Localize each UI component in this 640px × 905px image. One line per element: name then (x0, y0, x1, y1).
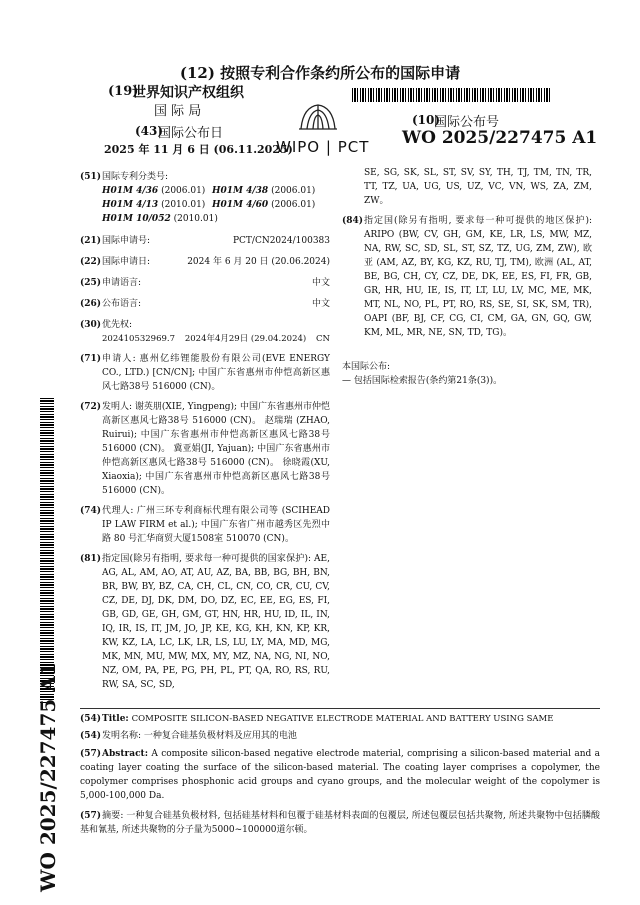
appno-row: (21)国际申请号: PCT/CN2024/100383 (80, 236, 330, 246)
inventor-section: (72) 发明人: 谢英朋(XIE, Yingpeng); 中国广东省惠州市仲恺高新区惠风七路38号 516000 (CN)。 赵瑞瑞 (ZHAO, Ruirui); 中国广东省惠州市仲恺高新区惠风七路38号 516000 (CN)。 冀亚娟(JI, Yajuan); 中国广东省惠州市仲恺高新区惠风七路38号 516000 (CN)。 徐晓霞(XU, Xiaoxia); 中国广东省惠州市仲恺高新区惠风七路38号 516000 (CN)。 (80, 402, 330, 496)
pub-language-row: (26)公布语言: 中文 (80, 299, 330, 309)
title-cn-row: (54)发明名称: 一种复合硅基负极材料及应用其的电池 (80, 731, 297, 741)
side-publication-number: WO 2025/227475 A1 (36, 662, 60, 892)
ipc-list: H01M 4/36 (2006.01) H01M 4/38 (2006.01) H01M 4/13 (2010.01) H01M 4/60 (2006.01) H01M 10/052 (2010.01) (102, 186, 316, 224)
designated-states-section: (81) 指定国(除另有指明, 要求每一种可提供的国家保护): AE, AG, AL, AM, AO, AT, AU, AZ, BA, BB, BG, BH, BN, BR, BW, BY, BZ, CA, CH, CL, CN, CO, CR, CU, CV, CZ, DE, DJ, DK, DM, DO, DZ, EC, EE, EG, ES, FI, GB, GD, GE, GH, GM, GT, HN, HR, HU, ID, IL, IN, IQ, IR, IS, IT, JM, JO, JP, KE, KG, KH, KN, KP, KR, KW, KZ, LA, LC, LK, LR, LS, LU, LY, MA, MD, MG, MK, MN, MU, MW, MX, MY, MZ, NA, NG, NI, NO, NZ, OM, PA, PE, PG, PH, PL, PT, QA, RO, RS, RU, RW, SA, SC, SD, (80, 554, 330, 690)
pubno-label: 国际公布号 (434, 115, 500, 130)
pubdate-value: 2025 年 11 月 6 日 (06.11.2025) (104, 143, 293, 156)
regional-states-section: (84) 指定国(除另有指明, 要求每一种可提供的地区保护): ARIPO (BW, CV, GH, GM, KE, LR, LS, MW, MZ, NA, RW, SC, SD, SL, ST, SZ, TZ, UG, ZM, ZW), 欧亚 (AM, AZ, BY, KG, KZ, RU, TJ, TM), 欧洲 (AL, AT, BE, BG, CH, CY, CZ, DE, DK, EE, ES, FI, FR, GB, GR, HR, HU, IE, IS, IT, LT, LU, LV, MC, ME, MK, MT, NL, NO, PL, PT, RO, RS, SE, SI, SK, SM, TR), OAPI (BF, BJ, CF, CG, CI, CM, GA, GN, GQ, GW, KM, ML, MR, NE, SN, TD, TG)。 (342, 216, 592, 338)
priority-section: (30)优先权: 202410532969.7 2024年4月29日 (29.04.2024) CN (80, 320, 330, 344)
left-column (80, 170, 330, 692)
abstract-cn: (57)摘要: 一种复合硅基负极材料, 包括硅基材料和包覆于硅基材料表面的包覆层, 所述包覆层包括共聚物, 所述共聚物中包括膦酸基和氰基, 所述共聚物的分子量为5000~100000道尔顿。 (80, 811, 600, 835)
ipc-section: (51)国际专利分类号: H01M 4/36 (2006.01) H01M 4/38 (2006.01) H01M 4/13 (2010.01) H01M 4/60 (2006.01) H01M 10/052 (2010.01) (80, 170, 330, 226)
org-name: 世界知识产权组织 (132, 85, 244, 101)
applicant-section: (71) 申请人: 惠州亿纬锂能股份有限公司(EVE ENERGY CO., LTD.) [CN/CN]; 中国广东省惠州市仲恺高新区惠风七路38号 516000 (CN)。 (80, 354, 330, 392)
divider-rule (80, 708, 600, 709)
wipo-globe-icon (295, 99, 341, 135)
filing-language-row: (25)申请语言: 中文 (80, 278, 330, 288)
header-barcode (352, 88, 552, 102)
abstract-en: (57)Abstract: A composite silicon-based negative electrode material, comprising a silicon-based material and a coating layer coating the surface of the silicon-based material. The coating layer comprises a copolymer, the copolymer comprises phosphonic acid groups and cyano groups, and the molecular weight of the copolymer is 5,000-100,000 Da. (80, 749, 600, 801)
agent-section: (74) 代理人: 广州三环专利商标代理有限公司等 (SCIHEAD IP LAW FIRM et al.); 中国广东省广州市越秀区先烈中路 80 号汇华商贸大厦1508室 510070 (CN)。 (80, 506, 330, 544)
pubno-value: WO 2025/227475 A1 (402, 128, 598, 148)
right-column (342, 166, 592, 388)
pubno-code: (10) (412, 113, 441, 127)
document-type-heading: (12) 按照专利合作条约所公布的国际申请 (179, 64, 461, 82)
pubdate-code: (43) (135, 124, 164, 138)
title-en-row: (54)Title: COMPOSITE SILICON-BASED NEGATIVE ELECTRODE MATERIAL AND BATTERY USING SAME (80, 714, 554, 724)
org-code: (19) (108, 84, 139, 99)
wipo-pct-logo: WIPO | PCT (276, 138, 370, 156)
published-label: 本国际公布: (342, 362, 391, 372)
states-continued: SE, SG, SK, SL, ST, SV, SY, TH, TJ, TM, TN, TR, TT, TZ, UA, UG, US, UZ, VC, VN, WS, ZA, ZM, ZW。 (364, 168, 592, 206)
published-item: — 包括国际检索报告(条约第21条(3))。 (342, 376, 503, 386)
pubdate-label: 国际公布日 (158, 126, 224, 141)
side-barcode (40, 398, 54, 703)
bottom-section (80, 712, 600, 837)
appdate-row: (22)国际申请日: 2024 年 6 月 20 日 (20.06.2024) (80, 257, 330, 267)
bureau-name: 国 际 局 (154, 104, 202, 119)
